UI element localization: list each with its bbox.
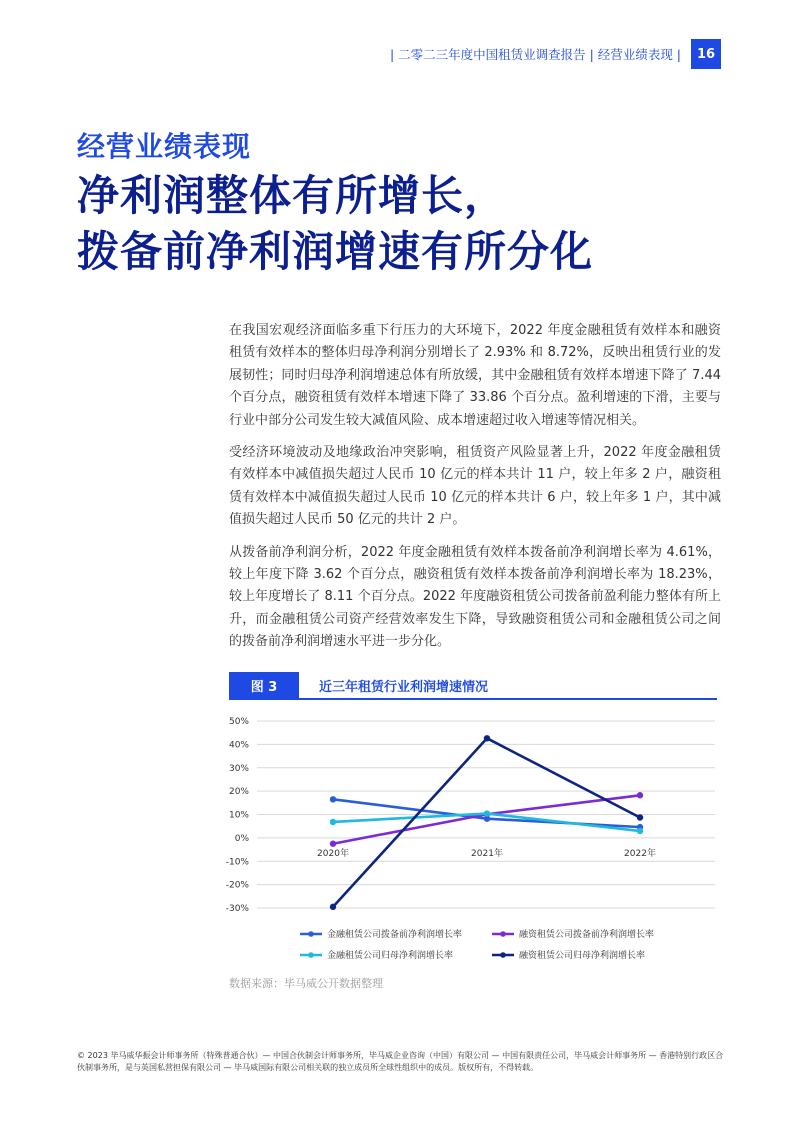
x-tick-label: 2020年 [317,848,349,859]
page-number-badge: 16 [691,39,721,69]
data-point [484,735,490,741]
y-tick-label: 0% [234,833,249,844]
y-tick-label: 40% [228,740,249,751]
y-tick-label: -20% [225,880,249,891]
paragraph-1: 在我国宏观经济面临多重下行压力的大环境下，2022 年度金融租赁有效样本和融资租赁有效样本的整体归母净利润分别增长了 2.93% 和 8.72%，反映出租赁行业的发展韧性；同时归母净利润增速总体有所放缓，其中金融租赁有效样本增速下降了 7.44 个百分点，融资租赁有效样本增速下降了 33.86 个百分点。盈利增速的下滑，主要与行业中部分公司发生较大减值风险、成本增速超过收入增速等情况相关。 [229,323,721,428]
figure-header [229,672,717,700]
legend-marker [500,952,506,958]
y-tick-label: 20% [228,787,249,798]
data-point [484,810,490,816]
profit-growth-line-chart [220,700,720,970]
figure-title: 近三年租赁行业利润增速情况 [319,679,489,695]
legend-label: 融资租赁公司拨备前净利润增长率 [519,930,655,940]
y-tick-label: 30% [228,763,249,774]
figure-label: 图 3 [229,672,299,698]
section-title: 经营业绩表现 [77,130,252,163]
y-tick-label: -10% [225,857,249,868]
data-point [637,814,643,820]
body-text [229,320,721,664]
series-line [333,738,640,907]
legend-label: 融资租赁公司归母净利润增长率 [519,951,646,961]
legend-label: 金融租赁公司归母净利润增长率 [327,951,454,961]
headline-line-2: 拨备前净利润增速有所分化 [77,227,594,276]
legend-marker [500,931,506,937]
copyright-footer: © 2023 毕马威华振会计师事务所（特殊普通合伙）— 中国合伙制会计师事务所，毕马威企业咨询（中国）有限公司 — 中国有限责任公司，毕马威会计师事务所 — 香港特别行政区合伙制事务所，是与英国私营担保有限公司 — 毕马威国际有限公司相关联的独立成员所全球性组织中的成员。版权所有，不得转载。 [77,1051,724,1072]
legend-marker [308,952,314,958]
data-point [330,796,336,802]
header-breadcrumb: | 二零二三年度中国租赁业调查报告 | 经营业绩表现 | [389,47,681,62]
legend-label: 金融租赁公司拨备前净利润增长率 [327,930,463,940]
x-tick-label: 2021年 [471,848,503,859]
data-point [637,828,643,834]
data-point [637,792,643,798]
data-point [330,819,336,825]
x-tick-label: 2022年 [624,848,656,859]
y-tick-label: 10% [228,810,249,821]
headline-line-1: 净利润整体有所增长， [77,171,508,220]
data-point [330,904,336,910]
page-headline [77,168,757,280]
y-tick-label: -30% [225,904,249,914]
page-header [372,40,721,68]
paragraph-2: 受经济环境波动及地缘政治冲突影响，租赁资产风险显著上升，2022 年度金融租赁有效样本中减值损失超过人民币 10 亿元的样本共计 11 户，较上年多 2 户，融资租赁有效样本中减值损失超过人民币 10 亿元的样本共计 6 户，较上年多 1 户，其中减值损失超过人民币 50 亿元的共计 2 户。 [229,445,721,528]
data-source-note: 数据来源：毕马威公开数据整理 [229,977,383,990]
paragraph-3: 从拨备前净利润分析，2022 年度金融租赁有效样本拨备前净利润增长率为 4.61%，较上年度下降 3.62 个百分点，融资租赁有效样本拨备前净利润增长率为 18.23%，较上年度增长了 8.11 个百分点。2022 年度融资租赁公司拨备前盈利能力整体有所上升，而金融租赁公司资产经营效率发生下降，导致融资租赁公司和金融租赁公司之间的拨备前净利润增速水平进一步分化。 [229,544,721,650]
y-tick-label: 50% [228,717,249,727]
data-point [330,841,336,847]
legend-marker [308,931,314,937]
